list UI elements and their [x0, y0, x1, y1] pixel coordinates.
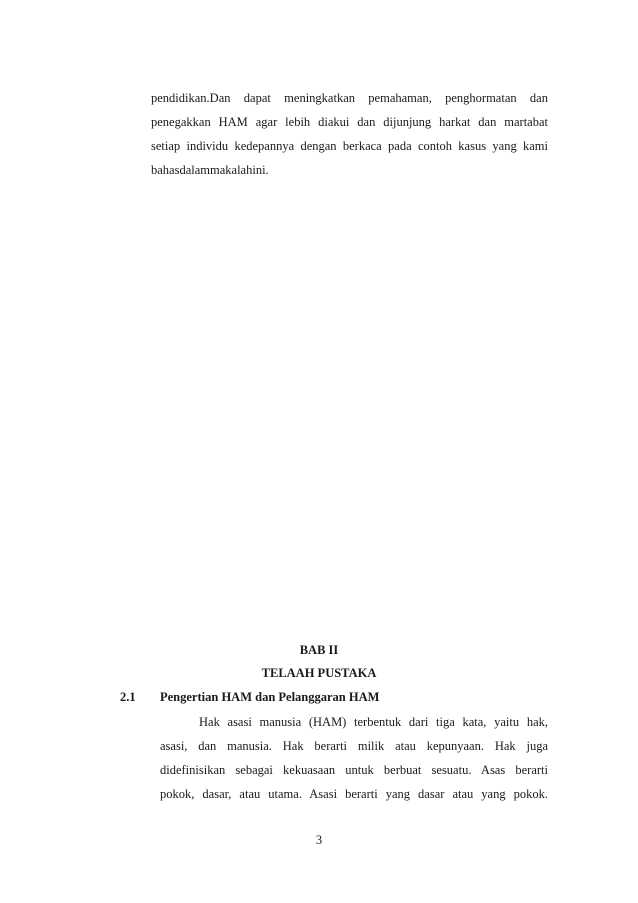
section-line-3: didefinisikan sebagai kekuasaan untuk berbuat sesuatu. Asas berarti — [160, 763, 548, 777]
section-title: Pengertian HAM dan Pelanggaran HAM — [160, 690, 380, 704]
section-line-4: pokok, dasar, atau utama. Asasi berarti yang dasar atau yang pokok. — [160, 787, 548, 801]
intro-line-4: bahasdalammakalahini. — [151, 163, 269, 177]
chapter-number: BAB II — [299, 643, 339, 657]
intro-line-1: pendidikan.Dan dapat meningkatkan pemahaman, penghormatan dan — [151, 91, 548, 105]
intro-line-2: penegakkan HAM agar lebih diakui dan dijunjung harkat dan martabat — [151, 115, 548, 129]
section-line-2: asasi, dan manusia. Hak berarti milik atau kepunyaan. Hak juga — [160, 739, 548, 753]
section-number: 2.1 — [120, 690, 136, 704]
chapter-title: TELAAH PUSTAKA — [261, 666, 377, 680]
page-number: 3 — [315, 833, 323, 847]
intro-line-3: setiap individu kedepannya dengan berkaca pada contoh kasus yang kami — [151, 139, 548, 153]
section-line-1: Hak asasi manusia (HAM) terbentuk dari tiga kata, yaitu hak, — [199, 715, 548, 729]
